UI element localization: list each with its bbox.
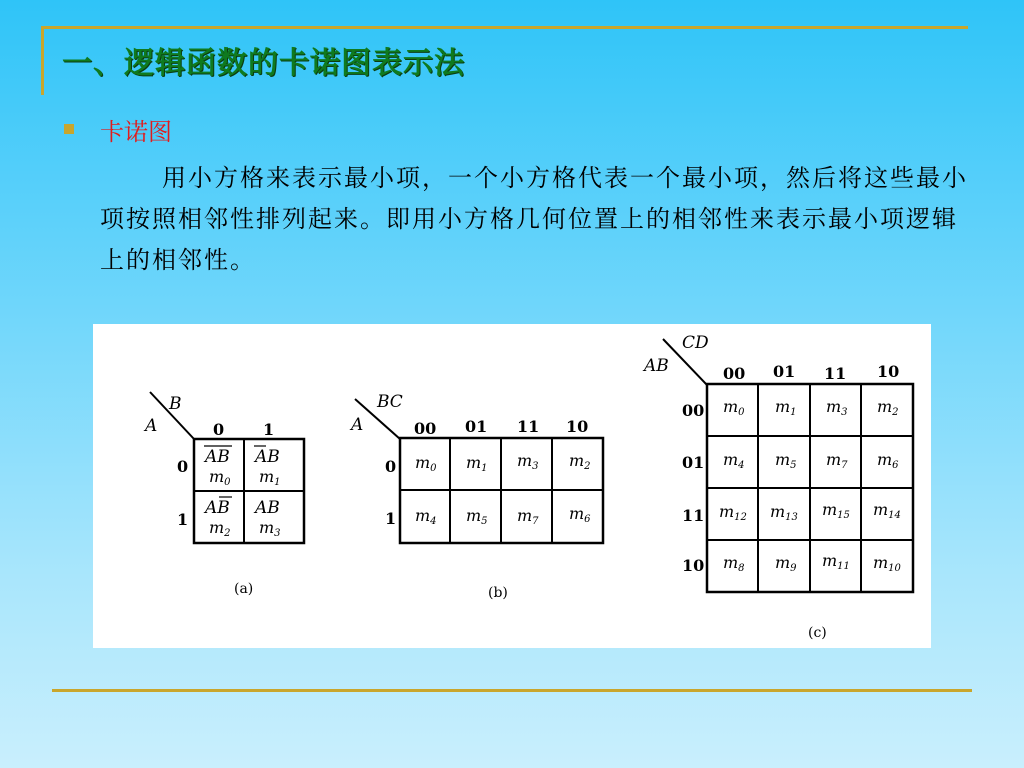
kmap-c-cell-9: m9: [775, 553, 797, 574]
kmap-c-cell-0: m0: [723, 397, 745, 418]
kmap-b-cell-0: m0: [415, 453, 437, 474]
kmap-a: [143, 392, 304, 597]
slide-title: 一、逻辑函数的卡诺图表示法: [62, 46, 465, 81]
kmap-a-cell-0: m0: [209, 467, 231, 488]
kmap-c-col-01: 01: [773, 362, 796, 381]
kmap-c-cell-12: m12: [719, 502, 747, 523]
kmap-a-caption: (a): [234, 581, 254, 597]
body-paragraph: 用小方格来表示最小项，一个小方格代表一个最小项，然后将这些最小项按照相邻性排列起来。即用小方格几何位置上的相邻性来表示最小项逻辑上的相邻性。: [100, 164, 968, 274]
kmap-b-col-11: 11: [517, 417, 540, 436]
kmap-b-cell-6: m6: [569, 504, 591, 525]
kmap-b-row-1: 1: [385, 509, 397, 528]
kmap-c-col-00: 00: [723, 364, 746, 383]
kmap-b-cell-5: m5: [466, 506, 488, 527]
kmap-b-col-10: 10: [566, 417, 589, 436]
bullet-square-icon: [64, 124, 74, 134]
kmap-b-col-var: BC: [377, 392, 403, 412]
kmap-b-col-00: 00: [414, 419, 437, 438]
kmap-a-col-1: 1: [263, 420, 275, 439]
kmap-c-cell-5: m5: [775, 450, 797, 471]
kmap-a-cell-2: m2: [209, 518, 231, 539]
kmap-b-row-0: 0: [385, 457, 397, 476]
kmap-b: [349, 392, 603, 601]
kmap-b-cell-3: m3: [517, 451, 539, 472]
kmap-c-col-10: 10: [877, 362, 900, 381]
kmap-b-cell-4: m4: [415, 506, 437, 527]
kmap-c-row-11: 11: [682, 506, 705, 525]
kmap-c-row-01: 01: [682, 453, 705, 472]
kmap-c-cell-2: m2: [877, 397, 899, 418]
svg-text:AB: AB: [255, 498, 280, 518]
kmap-b-caption: (b): [488, 585, 508, 601]
kmap-c-cell-14: m14: [873, 500, 901, 521]
kmap-b-row-var: A: [351, 415, 364, 435]
kmap-c-col-11: 11: [824, 364, 847, 383]
karnaugh-figure: [93, 324, 931, 648]
kmap-c-caption: (c): [808, 625, 827, 641]
footer-divider: [52, 689, 972, 692]
kmap-c-cell-3: m3: [826, 397, 848, 418]
kmap-a-row-0: 0: [177, 457, 189, 476]
kmap-b-cell-7: m7: [517, 506, 539, 527]
karnaugh-maps-svg: [93, 324, 931, 648]
kmap-a-cell-1: m1: [259, 467, 281, 488]
kmap-a-row-var: A: [145, 416, 158, 436]
kmap-c-cell-4: m4: [723, 450, 745, 471]
kmap-c-col-var: CD: [682, 333, 709, 353]
kmap-b-cell-1: m1: [466, 453, 488, 474]
kmap-c-cell-10: m10: [873, 553, 901, 574]
kmap-c-cell-7: m7: [826, 450, 848, 471]
svg-text:AB: AB: [255, 447, 280, 467]
kmap-c-row-10: 10: [682, 556, 705, 575]
bullet-heading: 卡诺图: [100, 118, 172, 146]
kmap-b-cell-2: m2: [569, 451, 591, 472]
kmap-a-row-1: 1: [177, 510, 189, 529]
kmap-c-cell-11: m11: [822, 551, 850, 572]
svg-text:AB: AB: [205, 498, 230, 518]
kmap-c-row-00: 00: [682, 401, 705, 420]
kmap-b-col-01: 01: [465, 417, 488, 436]
kmap-c-row-var: AB: [644, 356, 669, 376]
svg-text:AB: AB: [205, 447, 230, 467]
kmap-a-col-var: B: [169, 394, 182, 414]
kmap-a-cell-3: m3: [259, 518, 281, 539]
kmap-c-cell-13: m13: [770, 502, 798, 523]
kmap-c-cell-15: m15: [822, 500, 850, 521]
kmap-c-cell-1: m1: [775, 397, 797, 418]
kmap-c-cell-8: m8: [723, 553, 745, 574]
kmap-a-col-0: 0: [213, 420, 225, 439]
kmap-c-cell-6: m6: [877, 450, 899, 471]
kmap-c: [642, 333, 913, 641]
